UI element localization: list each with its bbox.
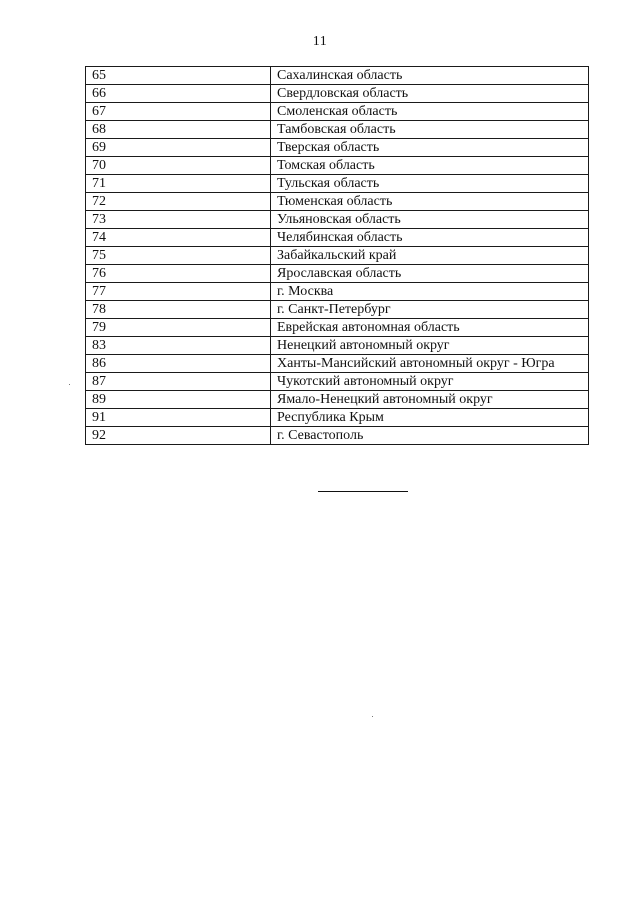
region-name-cell: Ярославская область xyxy=(271,265,589,283)
region-name-cell: Еврейская автономная область xyxy=(271,319,589,337)
table-row xyxy=(86,265,589,283)
end-of-document-rule xyxy=(318,491,408,492)
region-code-cell: 87 xyxy=(86,373,271,391)
region-name-cell: Тюменская область xyxy=(271,193,589,211)
table-row xyxy=(86,337,589,355)
region-code-cell: 68 xyxy=(86,121,271,139)
region-code-cell: 73 xyxy=(86,211,271,229)
region-code-cell: 67 xyxy=(86,103,271,121)
region-code-cell: 76 xyxy=(86,265,271,283)
region-name-cell: Тамбовская область xyxy=(271,121,589,139)
region-code-cell: 78 xyxy=(86,301,271,319)
region-code-cell: 65 xyxy=(86,67,271,85)
region-code-cell: 91 xyxy=(86,409,271,427)
scan-speck xyxy=(372,716,373,717)
region-name-cell: г. Москва xyxy=(271,283,589,301)
region-code-cell: 69 xyxy=(86,139,271,157)
table-row xyxy=(86,247,589,265)
regions-table-body xyxy=(86,67,589,445)
region-code-cell: 77 xyxy=(86,283,271,301)
table-row xyxy=(86,85,589,103)
table-row xyxy=(86,139,589,157)
region-code-cell: 86 xyxy=(86,355,271,373)
region-name-cell: г. Санкт-Петербург xyxy=(271,301,589,319)
scan-speck xyxy=(69,384,70,385)
table-row xyxy=(86,103,589,121)
table-row xyxy=(86,283,589,301)
region-name-cell: г. Севастополь xyxy=(271,427,589,445)
table-row xyxy=(86,427,589,445)
table-row xyxy=(86,211,589,229)
table-row xyxy=(86,157,589,175)
table-row xyxy=(86,121,589,139)
region-code-cell: 79 xyxy=(86,319,271,337)
region-name-cell: Свердловская область xyxy=(271,85,589,103)
region-name-cell: Забайкальский край xyxy=(271,247,589,265)
regions-table xyxy=(85,66,589,445)
region-code-cell: 89 xyxy=(86,391,271,409)
page-number: 11 xyxy=(312,34,328,49)
table-row xyxy=(86,355,589,373)
region-code-cell: 70 xyxy=(86,157,271,175)
region-name-cell: Тверская область xyxy=(271,139,589,157)
region-name-cell: Ульяновская область xyxy=(271,211,589,229)
table-row xyxy=(86,373,589,391)
table-row xyxy=(86,301,589,319)
region-name-cell: Сахалинская область xyxy=(271,67,589,85)
table-row xyxy=(86,409,589,427)
table-row xyxy=(86,319,589,337)
region-name-cell: Ненецкий автономный округ xyxy=(271,337,589,355)
region-code-cell: 72 xyxy=(86,193,271,211)
region-name-cell: Челябинская область xyxy=(271,229,589,247)
region-name-cell: Чукотский автономный округ xyxy=(271,373,589,391)
region-name-cell: Республика Крым xyxy=(271,409,589,427)
region-name-cell: Смоленская область xyxy=(271,103,589,121)
region-name-cell: Ямало-Ненецкий автономный округ xyxy=(271,391,589,409)
region-code-cell: 83 xyxy=(86,337,271,355)
region-name-cell: Тульская область xyxy=(271,175,589,193)
region-name-cell: Ханты-Мансийский автономный округ - Югра xyxy=(271,355,589,373)
region-name-cell: Томская область xyxy=(271,157,589,175)
table-row xyxy=(86,175,589,193)
region-code-cell: 75 xyxy=(86,247,271,265)
region-code-cell: 66 xyxy=(86,85,271,103)
region-code-cell: 74 xyxy=(86,229,271,247)
region-code-cell: 92 xyxy=(86,427,271,445)
table-row xyxy=(86,391,589,409)
table-row xyxy=(86,67,589,85)
table-row xyxy=(86,193,589,211)
region-code-cell: 71 xyxy=(86,175,271,193)
table-row xyxy=(86,229,589,247)
